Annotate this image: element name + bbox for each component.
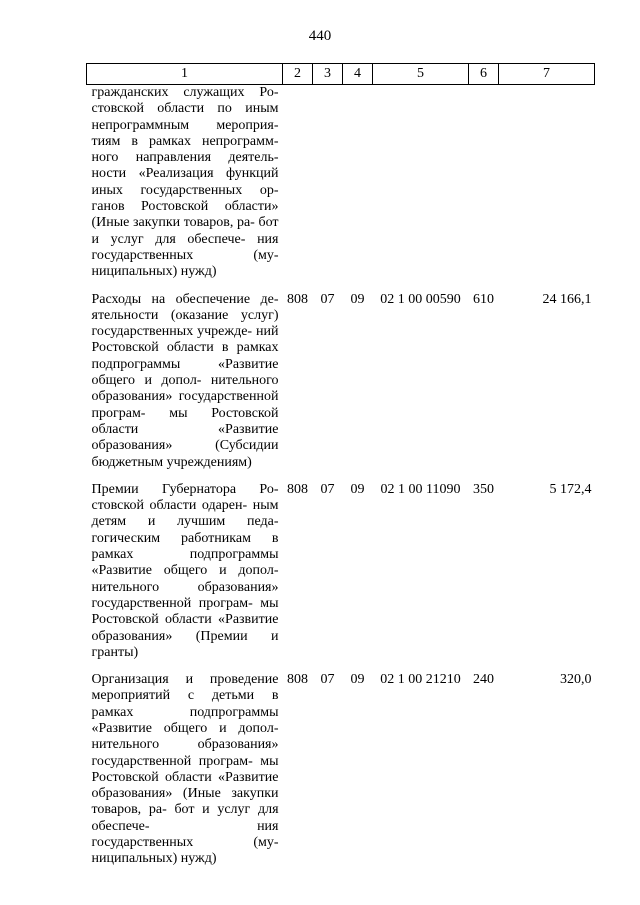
description-line: (Премии и гранты) (91, 628, 279, 660)
table-row (87, 471, 595, 661)
description-line: нительного образования» (91, 373, 279, 405)
ministry-code: 808 (287, 481, 308, 497)
table-body (87, 85, 595, 868)
header-row (87, 64, 595, 85)
description-line: «Развитие образования» (91, 769, 279, 802)
description-line: «Развитие образования» (91, 421, 279, 454)
description-line: ганов Ростовской области» (91, 199, 279, 215)
ministry-code (283, 85, 313, 281)
target-article-code (373, 85, 469, 281)
description-line: нительного образования» (91, 579, 279, 595)
description-line: стовской области одарен- (91, 498, 248, 514)
table-header (87, 64, 595, 85)
column-header-expense-type: 6 (469, 64, 499, 85)
description-line: ятельности (оказание услуг) (91, 307, 279, 323)
expense-type-code (469, 85, 499, 281)
description-line: (Иные закупки товаров, ра- (91, 215, 255, 231)
section-code: 07 (320, 481, 335, 497)
table-row (87, 281, 595, 471)
table-row (87, 661, 595, 868)
row-description (87, 281, 283, 471)
description-line: мы Ростовской области (91, 753, 279, 785)
description-line: стовской области по иным (91, 101, 279, 117)
description-line: мероприятий с детьми в (91, 688, 279, 704)
table-row (87, 85, 595, 281)
ministry-code: 808 (287, 672, 308, 688)
description-line: ниципальных) нужд) (91, 264, 217, 280)
amount-value (499, 85, 595, 281)
description-line: «Развитие образования» (91, 612, 279, 644)
row-description (87, 661, 283, 868)
budget-table (86, 63, 595, 868)
description-line: гогическим работникам в (91, 530, 279, 546)
description-line: ности «Реализация функций (91, 166, 279, 182)
target-article-code: 02 1 00 00590 (380, 291, 461, 307)
column-header-target-article: 5 (373, 64, 469, 85)
description-line: «Развитие общего и допол- (91, 563, 279, 579)
row-description (87, 471, 283, 661)
amount-value: 24 166,1 (542, 291, 592, 307)
description-line: иных государственных ор- (91, 182, 279, 198)
column-header-section: 3 (313, 64, 343, 85)
column-header-amount: 7 (499, 64, 595, 85)
section-code (313, 85, 343, 281)
description-line: гражданских служащих Ро- (91, 85, 279, 100)
subsection-code: 09 (350, 672, 365, 688)
expense-type-code: 240 (473, 672, 494, 688)
description-line: мы Ростовской области (91, 405, 279, 437)
target-article-code: 02 1 00 11090 (380, 481, 461, 497)
subsection-code (343, 85, 373, 281)
amount-value: 5 172,4 (549, 481, 592, 497)
description-line: непрограммным мероприя- (91, 117, 279, 133)
description-line: ний Ростовской области в (91, 324, 279, 356)
description-line: рамках подпрограммы (91, 547, 279, 563)
expense-type-code: 610 (473, 291, 494, 307)
description-line: (Субсидии бюджетным (91, 438, 279, 470)
description-line: государственной програм- (91, 753, 253, 769)
description-line: учреждениям) (166, 454, 252, 470)
description-line: Организация и проведение (91, 672, 279, 688)
page-number: 440 (308, 28, 332, 44)
description-line: мы Ростовской области (91, 595, 279, 628)
description-line: Расходы на обеспечение де- (91, 291, 279, 307)
column-header-description: 1 (87, 64, 283, 85)
expense-type-code: 350 (473, 481, 494, 497)
section-code: 07 (320, 291, 335, 307)
row-description (87, 85, 283, 281)
description-line: рамках подпрограммы (91, 704, 279, 720)
column-header-ministry: 2 (283, 64, 313, 85)
description-line: ниципальных) нужд) (91, 851, 217, 867)
description-line: (Иные закупки товаров, ра- (91, 786, 279, 818)
description-line: рамках подпрограммы (91, 340, 279, 372)
description-line: бот и услуг для обеспече- (91, 215, 279, 247)
amount-value: 320,0 (560, 672, 592, 688)
column-header-subsection: 4 (343, 64, 373, 85)
ministry-code: 808 (287, 291, 308, 307)
description-line: Премии Губернатора Ро- (91, 481, 279, 497)
description-line: бот и услуг для обеспече- (91, 802, 279, 834)
description-line: государственной програм- (91, 595, 253, 611)
target-article-code: 02 1 00 21210 (380, 672, 461, 688)
description-line: государственной програм- (91, 389, 279, 421)
description-line: ного направления деятель- (91, 150, 279, 166)
description-line: нительного образования» (91, 737, 279, 753)
description-line: ния государственных (му- (91, 818, 279, 851)
description-line: ния государственных (му- (91, 231, 279, 263)
description-line: «Развитие общего и допол- (91, 720, 279, 736)
description-line: тиям в рамках непрограмм- (91, 133, 279, 149)
description-line: «Развитие общего и допол- (91, 356, 279, 389)
section-code: 07 (320, 672, 335, 688)
subsection-code: 09 (350, 481, 365, 497)
subsection-code: 09 (350, 291, 365, 307)
description-line: государственных учрежде- (91, 324, 253, 340)
description-line: ным детям и лучшим педа- (91, 498, 279, 530)
